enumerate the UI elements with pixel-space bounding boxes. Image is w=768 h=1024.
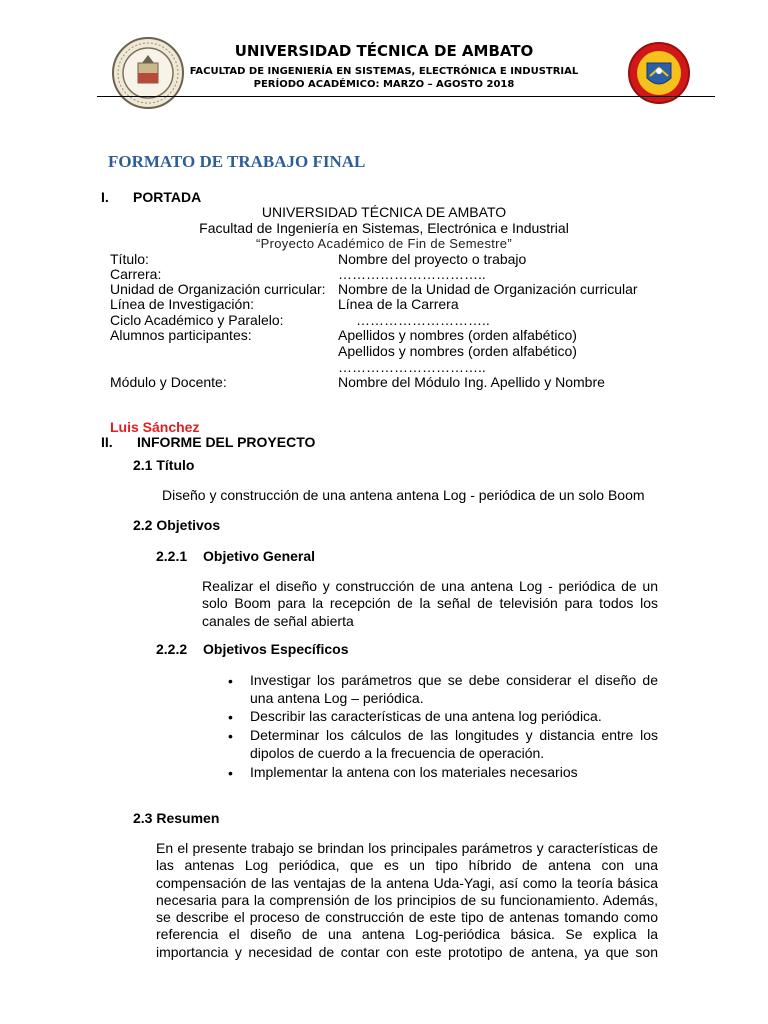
text-line: Implementar la antena con los materiales necesarios bbox=[250, 764, 578, 780]
heading-2-2-1-number: 2.2.1 bbox=[156, 548, 188, 564]
bullet-icon: • bbox=[228, 709, 233, 725]
section2-numeral: II. bbox=[101, 434, 113, 450]
field-label: Unidad de Organización curricular: bbox=[110, 281, 326, 297]
field-label: Alumnos participantes: bbox=[110, 327, 252, 343]
general-objective bbox=[202, 578, 658, 630]
list-item bbox=[250, 672, 658, 707]
field-label: Línea de Investigación: bbox=[110, 296, 254, 312]
text-line: canales de señal abierta bbox=[202, 612, 354, 629]
cover-faculty: Facultad de Ingeniería en Sistemas, Electrónica e Industrial bbox=[199, 220, 569, 236]
text-line: solo Boom para la recepción de la señal de televisión para todos los bbox=[202, 595, 658, 612]
header-divider bbox=[97, 96, 715, 97]
text-line: se describe el proceso de construcción de este tipo de antenas tomando como bbox=[156, 909, 658, 926]
field-value: ……………………….. bbox=[356, 312, 490, 328]
field-value: Apellidos y nombres (orden alfabético) bbox=[338, 327, 577, 343]
field-value: Nombre del Módulo Ing. Apellido y Nombre bbox=[338, 374, 605, 390]
text-line: referencia el diseño de una antena Log-periódica básica. Se explica la bbox=[156, 926, 658, 943]
heading-2-2-2: Objetivos Específicos bbox=[203, 641, 349, 657]
text-line: Realizar el diseño y construcción de una antena Log - periódica de un bbox=[202, 578, 658, 594]
heading-2-3: 2.3 Resumen bbox=[133, 810, 220, 826]
field-label: Ciclo Académico y Paralelo: bbox=[110, 312, 284, 328]
heading-2-2-1: Objetivo General bbox=[203, 548, 316, 564]
heading-2-2-2-number: 2.2.2 bbox=[156, 641, 188, 657]
text-line: las antenas Log periódica, que es un tipo híbrido de antena con una bbox=[156, 857, 658, 874]
field-value: ………………………….. bbox=[338, 266, 486, 282]
text-line: Determinar los cálculos de las longitudes y distancia entre los bbox=[250, 727, 658, 743]
text-line: necesaria para la comprensión de los principios de su funcionamiento. Además, bbox=[156, 891, 658, 908]
list-item bbox=[250, 764, 658, 782]
text-line: compensación de las ventajas de la antena Uda-Yagi, así como la teoría básica bbox=[156, 874, 658, 891]
text-line: una antena Log – periódica. bbox=[250, 689, 424, 706]
cover-project: “Proyecto Académico de Fin de Semestre” bbox=[256, 236, 512, 251]
text-line: dipolos de cuerdo a la frecuencia de operación. bbox=[250, 744, 545, 761]
text-line: importancia y necesidad de contar con este prototipo de antena, ya que son bbox=[156, 943, 658, 960]
summary bbox=[156, 840, 658, 961]
header-university: UNIVERSIDAD TÉCNICA DE AMBATO bbox=[234, 42, 534, 60]
section1-numeral: I. bbox=[101, 189, 109, 205]
header-faculty: FACULTAD DE INGENIERÍA EN SISTEMAS, ELECTRÓNICA E INDUSTRIAL bbox=[189, 66, 579, 77]
bullet-icon: • bbox=[228, 673, 233, 689]
heading-2-1: 2.1 Título bbox=[133, 457, 195, 473]
field-label: Módulo y Docente: bbox=[110, 374, 227, 390]
author-name: Luis Sánchez bbox=[110, 419, 200, 435]
text-line: En el presente trabajo se brindan los principales parámetros y características de bbox=[156, 840, 658, 856]
section1-title: PORTADA bbox=[133, 189, 202, 205]
field-value: Apellidos y nombres (orden alfabético) bbox=[338, 343, 577, 359]
field-value: ………………………….. bbox=[338, 359, 486, 375]
section2-title: INFORME DEL PROYECTO bbox=[137, 434, 316, 450]
bullet-icon: • bbox=[228, 765, 233, 781]
heading-2-2: 2.2 Objetivos bbox=[133, 517, 221, 533]
list-item bbox=[250, 727, 658, 762]
text-line: Investigar los parámetros que se debe considerar el diseño de bbox=[250, 672, 658, 688]
field-value: Nombre del proyecto o trabajo bbox=[338, 251, 527, 267]
field-label: Carrera: bbox=[110, 266, 162, 282]
header-period: PERÍODO ACADÉMICO: MARZO – AGOSTO 2018 bbox=[253, 79, 515, 90]
text-line: Describir las características de una antena log periódica. bbox=[250, 708, 602, 724]
field-label: Título: bbox=[110, 251, 149, 267]
bullet-icon: • bbox=[228, 728, 233, 744]
cover-university: UNIVERSIDAD TÉCNICA DE AMBATO bbox=[261, 204, 507, 220]
doc-title: FORMATO DE TRABAJO FINAL bbox=[108, 152, 366, 171]
field-value: Línea de la Carrera bbox=[338, 296, 459, 312]
project-title: Diseño y construcción de una antena antena Log - periódica de un solo Boom bbox=[162, 487, 645, 503]
field-value: Nombre de la Unidad de Organización curricular bbox=[338, 281, 638, 297]
list-item bbox=[250, 708, 658, 726]
